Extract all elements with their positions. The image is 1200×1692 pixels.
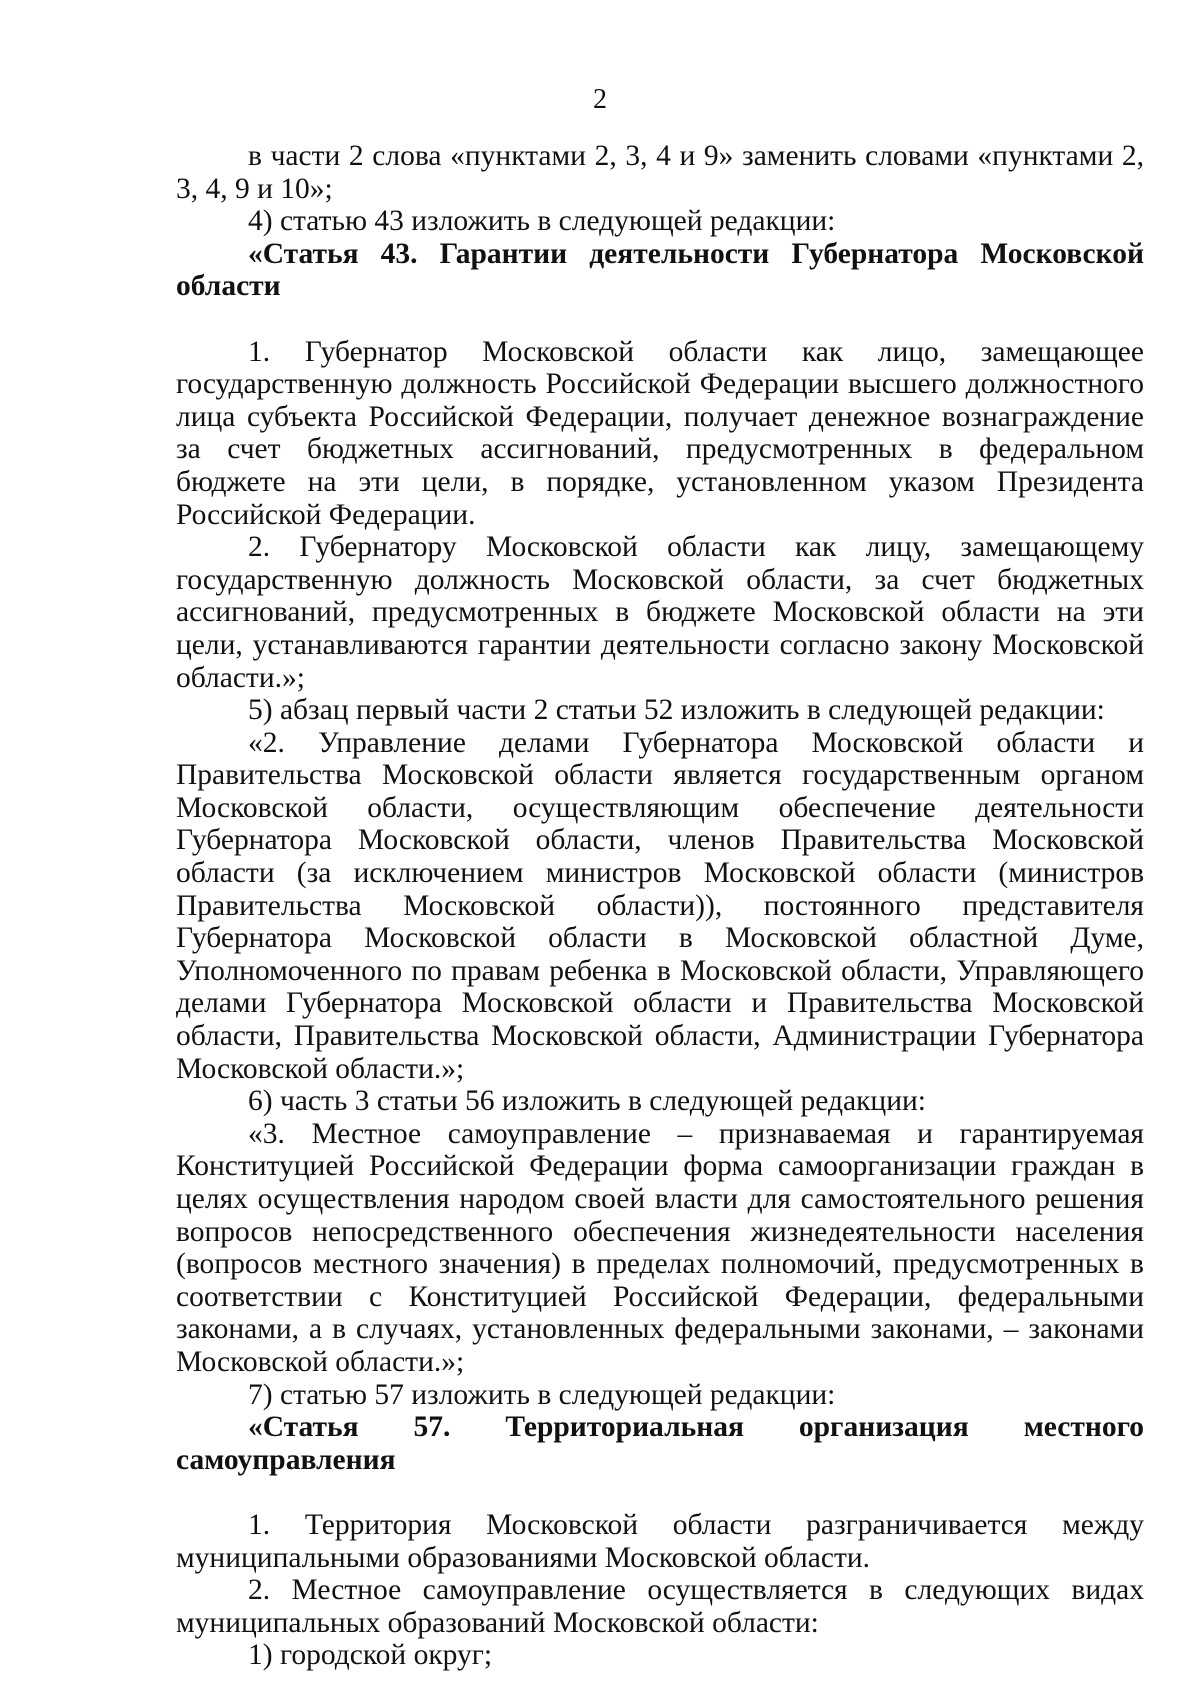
blank-line (176, 303, 1144, 336)
article-52-part-2: «2. Управление делами Губернатора Московской области и Правительства Московской области является государственным органом Московской области, осуществляющим обеспечение деятельности Губернатора Московской области, членов Правительства Московской области (за исключением министров Московской области (министров Правительства Московской области)), постоянного представителя Губернатора Московской области в Московской областной Думе, Уполномоченного по правам ребенка в Московской области, Управляющего делами Губернатора Московской области и Правительства Московской области, Правительства Московской области, Администрации Губернатора Московской области.»; (176, 726, 1144, 1085)
article-57-heading: «Статья 57. Территориальная организация местного самоуправления (176, 1411, 1144, 1476)
paragraph-item-7: 7) статью 57 изложить в следующей редакции: (248, 1378, 836, 1411)
article-56-part-3: «3. Местное самоуправление – признаваемая и гарантируемая Конституцией Российской Федерации форма самоорганизации граждан в целях осуществления народом своей власти для самостоятельного решения вопросов непосредственного обеспечения жизнедеятельности населения (вопросов местного значения) в пределах полномочий, предусмотренных в соответствии с Конституцией Российской Федерации, федеральными законами, а в случаях, установленных федеральными законами, – законами Московской области.»; (176, 1117, 1144, 1378)
article-43-heading: «Статья 43. Гарантии деятельности Губернатора Московской области (176, 237, 1144, 303)
paragraph-item-5: 5) абзац первый части 2 статьи 52 изложить в следующей редакции: (248, 694, 1105, 727)
article-43-part-2: 2. Губернатору Московской области как лицу, замещающему государственную должность Московской области, за счет бюджетных ассигнований, предусмотренных в бюджете Московской области на эти цели, устанавливаются гарантии деятельности согласно закону Московской области.»; (176, 531, 1144, 694)
paragraph-item-4: 4) статью 43 изложить в следующей редакции: (248, 205, 836, 238)
article-57-part-2: 2. Местное самоуправление осуществляется в следующих видах муниципальных образований Московской области: (176, 1574, 1144, 1639)
paragraph-amend-part-2: в части 2 слова «пунктами 2, 3, 4 и 9» заменить словами «пунктами 2, 3, 4, 9 и 10»; (176, 140, 1144, 205)
paragraph-item-6: 6) часть 3 статьи 56 изложить в следующей редакции: (248, 1085, 926, 1118)
article-57-part-2-item-1: 1) городской округ; (248, 1639, 493, 1672)
article-57-part-1: 1. Территория Московской области разграничивается между муниципальными образованиями Московской области. (176, 1508, 1144, 1574)
page-number: 2 (593, 84, 607, 115)
blank-line (176, 1476, 1144, 1509)
document-body (176, 140, 1144, 1672)
article-43-part-1: 1. Губернатор Московской области как лицо, замещающее государственную должность Российской Федерации высшего должностного лица субъекта Российской Федерации, получает денежное вознаграждение за счет бюджетных ассигнований, предусмотренных в федеральном бюджете на эти цели, в порядке, установленном указом Президента Российской Федерации. (176, 335, 1144, 531)
